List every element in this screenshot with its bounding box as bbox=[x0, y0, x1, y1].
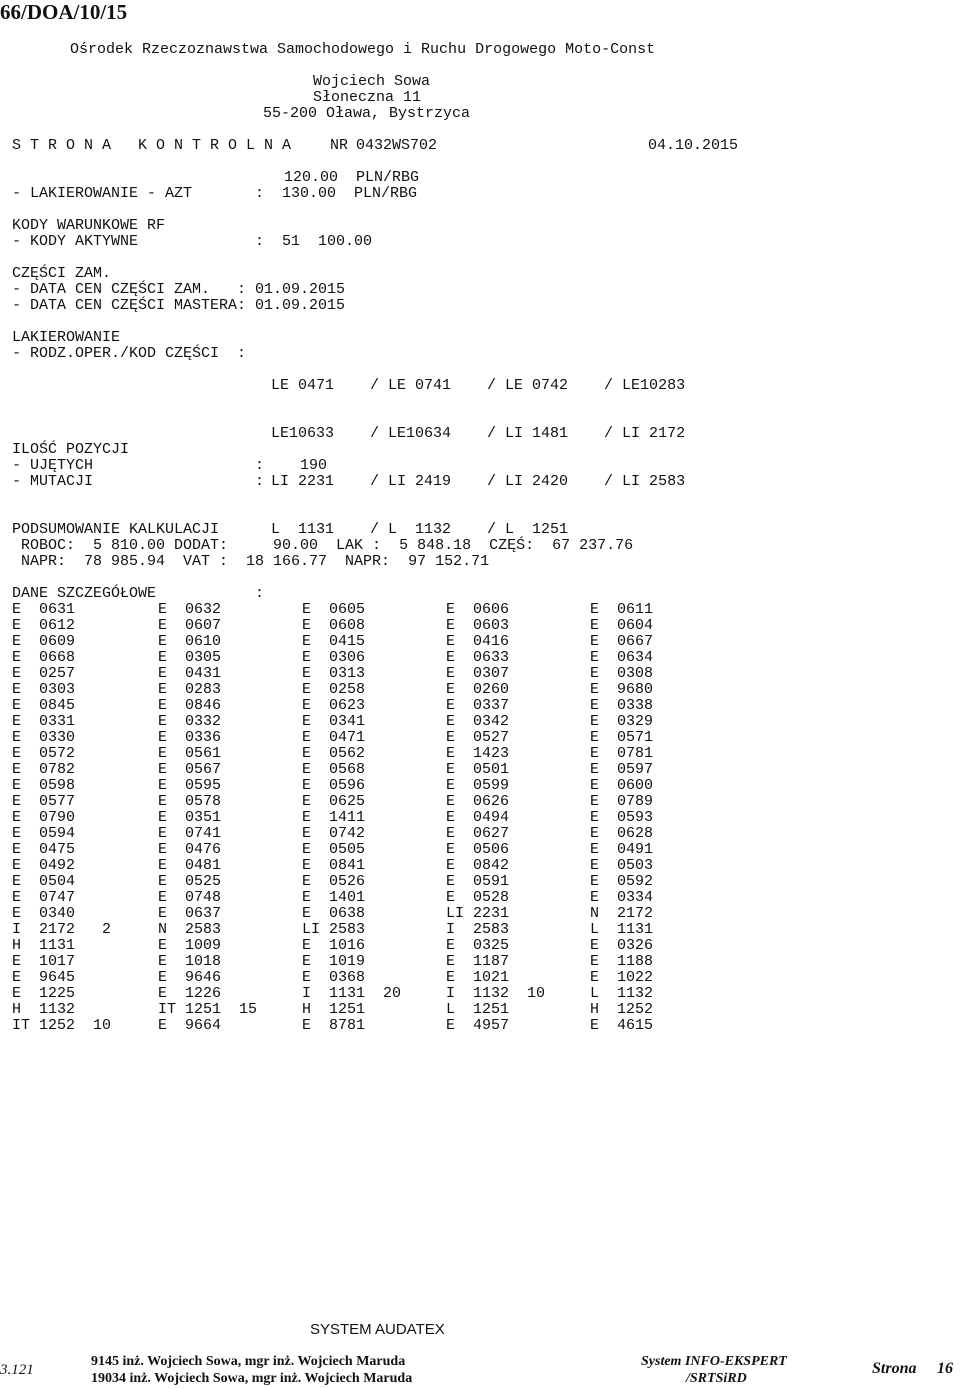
table-cell: E 0307 bbox=[446, 665, 510, 682]
table-cell: L 1251 bbox=[446, 1001, 510, 1018]
table-cell: E 4957 bbox=[446, 1017, 510, 1034]
table-cell: E 0626 bbox=[446, 793, 510, 810]
table-cell: E 0631 bbox=[12, 601, 76, 618]
table-cell: E 1225 bbox=[12, 985, 76, 1002]
table-cell: E 1017 bbox=[12, 953, 76, 970]
table-cell: E 0475 bbox=[12, 841, 76, 858]
table-cell: E 0351 bbox=[158, 809, 222, 826]
ilosc-ujetych-value: : 190 bbox=[255, 457, 328, 474]
system-name: System INFO-EKSPERT bbox=[641, 1354, 787, 1369]
table-cell: E 0578 bbox=[158, 793, 222, 810]
table-cell: E 0747 bbox=[12, 889, 76, 906]
table-cell: E 0568 bbox=[302, 761, 366, 778]
table-cell: E 0782 bbox=[12, 761, 76, 778]
page-label: Strona bbox=[872, 1360, 917, 1377]
page-number: 16 bbox=[937, 1360, 953, 1377]
document-date: 04.10.2015 bbox=[648, 137, 739, 154]
lakierowanie-row: L 1131 / L 1132 / L 1251 bbox=[271, 521, 569, 538]
author-line1: 9145 inż. Wojciech Sowa, mgr inż. Wojciech Maruda bbox=[91, 1354, 406, 1369]
table-cell: E 0305 bbox=[158, 649, 222, 666]
lakierowanie-row: LE10633 / LE10634 / LI 1481 / LI 2172 bbox=[271, 425, 686, 442]
lakierowanie-label: - RODZ.OPER./KOD CZĘŚCI : bbox=[12, 345, 247, 362]
table-cell: E 0337 bbox=[446, 697, 510, 714]
podsumowanie-line2: NAPR: 78 985.94 VAT : 18 166.77 NAPR: 97 152.71 bbox=[12, 553, 490, 570]
table-cell: E 0742 bbox=[302, 825, 366, 842]
table-cell: I 2172 2 bbox=[12, 921, 112, 938]
table-cell: E 0415 bbox=[302, 633, 366, 650]
table-cell: E 0562 bbox=[302, 745, 366, 762]
document-code: 66/DOA/10/15 bbox=[0, 0, 128, 24]
table-cell: E 0561 bbox=[158, 745, 222, 762]
table-cell: E 0741 bbox=[158, 825, 222, 842]
table-cell: E 0481 bbox=[158, 857, 222, 874]
podsumowanie-line1: ROBOC: 5 810.00 DODAT: 90.00 LAK : 5 848.18 CZĘŚ: 67 237.76 bbox=[12, 537, 634, 554]
table-cell: E 0334 bbox=[590, 889, 654, 906]
table-cell: E 1018 bbox=[158, 953, 222, 970]
table-cell: E 0623 bbox=[302, 697, 366, 714]
table-cell: E 0527 bbox=[446, 729, 510, 746]
table-cell: E 0625 bbox=[302, 793, 366, 810]
table-cell: E 9680 bbox=[590, 681, 654, 698]
table-cell: E 4615 bbox=[590, 1017, 654, 1034]
company-name: Ośrodek Rzeczoznawstwa Samochodowego i Ruchu Drogowego Moto-Const bbox=[70, 41, 656, 58]
lakierowanie-codes bbox=[271, 346, 685, 554]
table-cell: E 0336 bbox=[158, 729, 222, 746]
system-audatex: SYSTEM AUDATEX bbox=[310, 1321, 445, 1338]
czesci-date-zam: - DATA CEN CZĘŚCI ZAM. : 01.09.2015 bbox=[12, 281, 346, 298]
owner-street: Słoneczna 11 bbox=[313, 89, 422, 106]
table-cell: E 0577 bbox=[12, 793, 76, 810]
table-cell: E 0667 bbox=[590, 633, 654, 650]
rate-line1: 120.00 PLN/RBG bbox=[284, 169, 420, 186]
czesci-header: CZĘŚCI ZAM. bbox=[12, 265, 112, 282]
table-cell: E 1019 bbox=[302, 953, 366, 970]
table-cell: E 0845 bbox=[12, 697, 76, 714]
table-cell: E 0332 bbox=[158, 713, 222, 730]
table-cell: E 0632 bbox=[158, 601, 222, 618]
table-cell: H 1251 bbox=[302, 1001, 366, 1018]
table-cell: E 0846 bbox=[158, 697, 222, 714]
table-cell: E 0599 bbox=[446, 777, 510, 794]
table-cell: E 0525 bbox=[158, 873, 222, 890]
version-number: 3.121 bbox=[0, 1362, 34, 1378]
table-cell: E 1016 bbox=[302, 937, 366, 954]
table-cell: E 0338 bbox=[590, 697, 654, 714]
table-cell: E 0505 bbox=[302, 841, 366, 858]
kody-aktywne-value: : 51 100.00 bbox=[255, 233, 373, 250]
system-sub: /SRTSiRD bbox=[686, 1371, 747, 1386]
dane-colon: : bbox=[255, 585, 265, 602]
table-cell: E 0607 bbox=[158, 617, 222, 634]
nr-label: NR bbox=[330, 137, 349, 154]
table-cell: E 0306 bbox=[302, 649, 366, 666]
table-cell: H 1131 bbox=[12, 937, 76, 954]
table-cell: E 0603 bbox=[446, 617, 510, 634]
table-cell: E 9645 bbox=[12, 969, 76, 986]
table-cell: E 0605 bbox=[302, 601, 366, 618]
czesci-date-mastera: - DATA CEN CZĘŚCI MASTERA: 01.09.2015 bbox=[12, 297, 346, 314]
table-cell: E 0503 bbox=[590, 857, 654, 874]
table-cell: E 0634 bbox=[590, 649, 654, 666]
table-cell: E 8781 bbox=[302, 1017, 366, 1034]
table-cell: E 0610 bbox=[158, 633, 222, 650]
table-cell: E 0257 bbox=[12, 665, 76, 682]
kody-header: KODY WARUNKOWE RF bbox=[12, 217, 166, 234]
table-cell: E 0608 bbox=[302, 617, 366, 634]
table-cell: E 0609 bbox=[12, 633, 76, 650]
table-cell: E 0637 bbox=[158, 905, 222, 922]
table-cell: E 0633 bbox=[446, 649, 510, 666]
table-cell: E 0611 bbox=[590, 601, 654, 618]
lakierowanie-azt-label: - LAKIEROWANIE - AZT bbox=[12, 185, 193, 202]
nr-value: 0432WS702 bbox=[356, 137, 438, 154]
table-cell: E 0597 bbox=[590, 761, 654, 778]
table-cell: E 0596 bbox=[302, 777, 366, 794]
table-cell: I 1132 10 bbox=[446, 985, 546, 1002]
table-cell: E 0604 bbox=[590, 617, 654, 634]
table-cell: E 0258 bbox=[302, 681, 366, 698]
table-cell: N 2172 bbox=[590, 905, 654, 922]
table-cell: E 0627 bbox=[446, 825, 510, 842]
table-cell: E 0326 bbox=[590, 937, 654, 954]
lakierowanie-row: LI 2231 / LI 2419 / LI 2420 / LI 2583 bbox=[271, 473, 686, 490]
table-cell: E 0471 bbox=[302, 729, 366, 746]
table-cell: E 0591 bbox=[446, 873, 510, 890]
table-cell: E 0748 bbox=[158, 889, 222, 906]
table-cell: E 1401 bbox=[302, 889, 366, 906]
table-cell: E 0342 bbox=[446, 713, 510, 730]
table-cell: E 0492 bbox=[12, 857, 76, 874]
table-cell: E 0789 bbox=[590, 793, 654, 810]
table-cell: E 0572 bbox=[12, 745, 76, 762]
lakierowanie-header: LAKIEROWANIE bbox=[12, 329, 121, 346]
table-cell: E 0501 bbox=[446, 761, 510, 778]
table-cell: E 0781 bbox=[590, 745, 654, 762]
table-cell: E 0308 bbox=[590, 665, 654, 682]
table-cell: E 1411 bbox=[302, 809, 366, 826]
page-title: S T R O N A K O N T R O L N A bbox=[12, 137, 292, 154]
table-cell: LI 2231 bbox=[446, 905, 510, 922]
author-line2: 19034 inż. Wojciech Sowa, mgr inż. Wojciech Maruda bbox=[91, 1371, 413, 1386]
table-cell: E 0628 bbox=[590, 825, 654, 842]
table-cell: E 1188 bbox=[590, 953, 654, 970]
table-cell: E 0594 bbox=[12, 825, 76, 842]
ilosc-header: ILOŚĆ POZYCJI bbox=[12, 441, 130, 458]
table-cell: E 0595 bbox=[158, 777, 222, 794]
table-cell: E 0313 bbox=[302, 665, 366, 682]
table-cell: E 0494 bbox=[446, 809, 510, 826]
table-cell: E 0330 bbox=[12, 729, 76, 746]
table-cell: E 0668 bbox=[12, 649, 76, 666]
table-cell: E 0368 bbox=[302, 969, 366, 986]
table-cell: E 0506 bbox=[446, 841, 510, 858]
table-cell: E 0340 bbox=[12, 905, 76, 922]
table-cell: E 0593 bbox=[590, 809, 654, 826]
table-cell: E 0592 bbox=[590, 873, 654, 890]
table-cell: E 0638 bbox=[302, 905, 366, 922]
table-cell: E 0476 bbox=[158, 841, 222, 858]
table-cell: E 0842 bbox=[446, 857, 510, 874]
owner-name: Wojciech Sowa bbox=[313, 73, 431, 90]
table-cell: E 9664 bbox=[158, 1017, 222, 1034]
table-cell: E 0331 bbox=[12, 713, 76, 730]
dane-header: DANE SZCZEGÓŁOWE bbox=[12, 585, 157, 602]
table-cell: E 0431 bbox=[158, 665, 222, 682]
table-cell: E 1187 bbox=[446, 953, 510, 970]
table-cell: E 0504 bbox=[12, 873, 76, 890]
table-cell: E 0612 bbox=[12, 617, 76, 634]
table-cell: E 0528 bbox=[446, 889, 510, 906]
ilosc-mutacji-label: - MUTACJI bbox=[12, 473, 94, 490]
kody-aktywne-label: - KODY AKTYWNE bbox=[12, 233, 139, 250]
table-cell: IT 1251 15 bbox=[158, 1001, 258, 1018]
podsumowanie-header: PODSUMOWANIE KALKULACJI bbox=[12, 521, 220, 538]
table-cell: E 0526 bbox=[302, 873, 366, 890]
table-cell: E 0598 bbox=[12, 777, 76, 794]
ilosc-ujetych-label: - UJĘTYCH bbox=[12, 457, 94, 474]
table-cell: H 1132 bbox=[12, 1001, 76, 1018]
table-cell: I 2583 bbox=[446, 921, 510, 938]
table-cell: E 0260 bbox=[446, 681, 510, 698]
table-cell: L 1131 bbox=[590, 921, 654, 938]
table-cell: E 0491 bbox=[590, 841, 654, 858]
table-cell: E 1022 bbox=[590, 969, 654, 986]
table-cell: I 1131 20 bbox=[302, 985, 402, 1002]
table-cell: E 0283 bbox=[158, 681, 222, 698]
table-cell: E 1009 bbox=[158, 937, 222, 954]
table-cell: E 1423 bbox=[446, 745, 510, 762]
table-cell: E 0303 bbox=[12, 681, 76, 698]
table-cell: IT 1252 10 bbox=[12, 1017, 112, 1034]
table-cell: E 0341 bbox=[302, 713, 366, 730]
table-cell: E 0841 bbox=[302, 857, 366, 874]
owner-city: 55-200 Oława, Bystrzyca bbox=[263, 105, 471, 122]
table-cell: E 1226 bbox=[158, 985, 222, 1002]
table-cell: E 1021 bbox=[446, 969, 510, 986]
table-cell: E 0325 bbox=[446, 937, 510, 954]
table-cell: E 0329 bbox=[590, 713, 654, 730]
table-cell: N 2583 bbox=[158, 921, 222, 938]
table-cell: H 1252 bbox=[590, 1001, 654, 1018]
table-cell: E 9646 bbox=[158, 969, 222, 986]
lakierowanie-row: LE 0471 / LE 0741 / LE 0742 / LE10283 bbox=[271, 377, 686, 394]
ilosc-mutacji-value: : bbox=[255, 473, 265, 490]
table-cell: L 1132 bbox=[590, 985, 654, 1002]
table-cell: E 0606 bbox=[446, 601, 510, 618]
table-cell: E 0790 bbox=[12, 809, 76, 826]
table-cell: E 0600 bbox=[590, 777, 654, 794]
lakierowanie-azt-value: : 130.00 PLN/RBG bbox=[255, 185, 418, 202]
table-cell: E 0571 bbox=[590, 729, 654, 746]
table-cell: E 0416 bbox=[446, 633, 510, 650]
table-cell: LI 2583 bbox=[302, 921, 366, 938]
table-cell: E 0567 bbox=[158, 761, 222, 778]
